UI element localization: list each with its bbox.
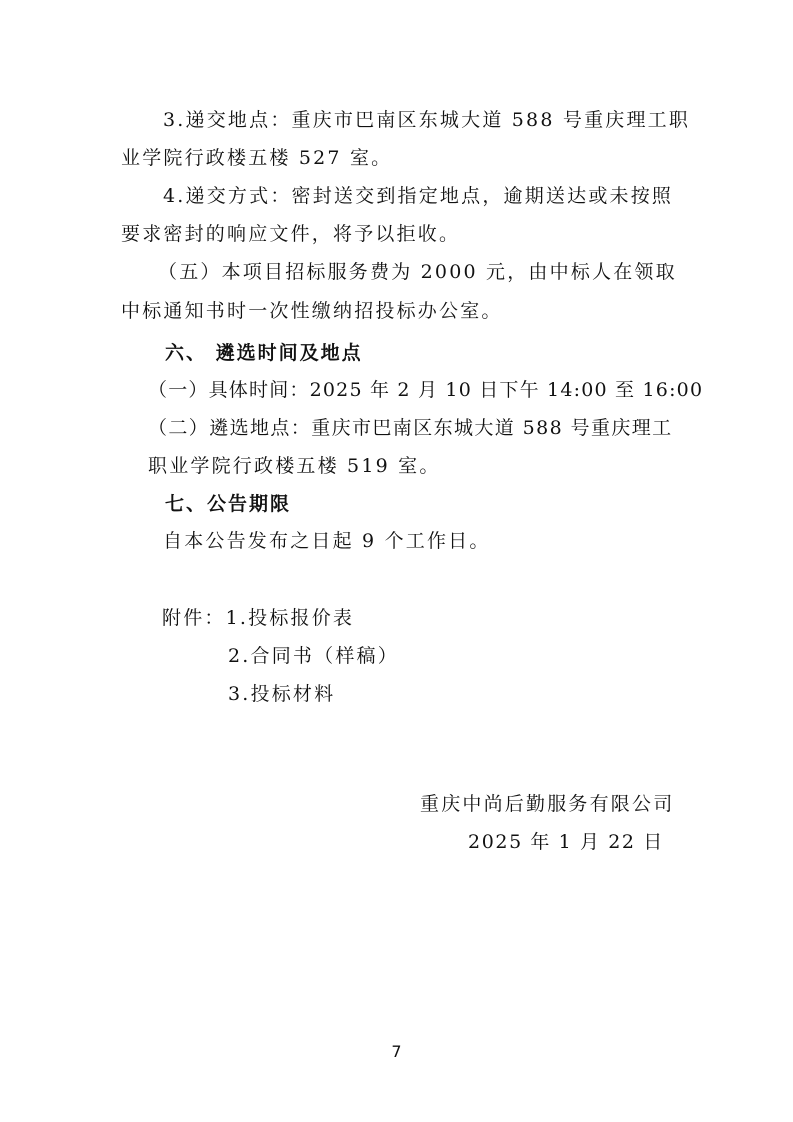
service-fee-line1: （五）本项目招标服务费为 2000 元，由中标人在领取 bbox=[158, 261, 677, 283]
attachment-item3: 3.投标材料 bbox=[228, 683, 336, 705]
section6-heading: 六、 遴选时间及地点 bbox=[165, 342, 363, 364]
notice-period-text: 自本公告发布之日起 9 个工作日。 bbox=[163, 530, 491, 552]
attachment-label-item1: 附件：1.投标报价表 bbox=[162, 607, 355, 629]
selection-location-line2: 职业学院行政楼五楼 519 室。 bbox=[148, 455, 441, 477]
signature-date: 2025 年 1 月 22 日 bbox=[468, 831, 664, 853]
selection-time: （一）具体时间：2025 年 2 月 10 日下午 14:00 至 16:00 bbox=[148, 379, 704, 401]
submission-location-line1: 3.递交地点：重庆市巴南区东城大道 588 号重庆理工职 bbox=[163, 109, 691, 131]
submission-location-line2: 业学院行政楼五楼 527 室。 bbox=[121, 147, 393, 169]
signature-company: 重庆中尚后勤服务有限公司 bbox=[420, 793, 675, 815]
page-number: 7 bbox=[391, 1042, 402, 1061]
selection-location-line1: （二）遴选地点：重庆市巴南区东城大道 588 号重庆理工 bbox=[148, 417, 673, 439]
attachment-item2: 2.合同书（样稿） bbox=[228, 645, 399, 667]
submission-method-line1: 4.递交方式：密封送交到指定地点，逾期送达或未按照 bbox=[163, 185, 674, 207]
service-fee-line2: 中标通知书时一次性缴纳招投标办公室。 bbox=[121, 300, 503, 322]
submission-method-line2: 要求密封的响应文件，将予以拒收。 bbox=[121, 223, 461, 245]
section7-heading: 七、公告期限 bbox=[165, 493, 292, 515]
